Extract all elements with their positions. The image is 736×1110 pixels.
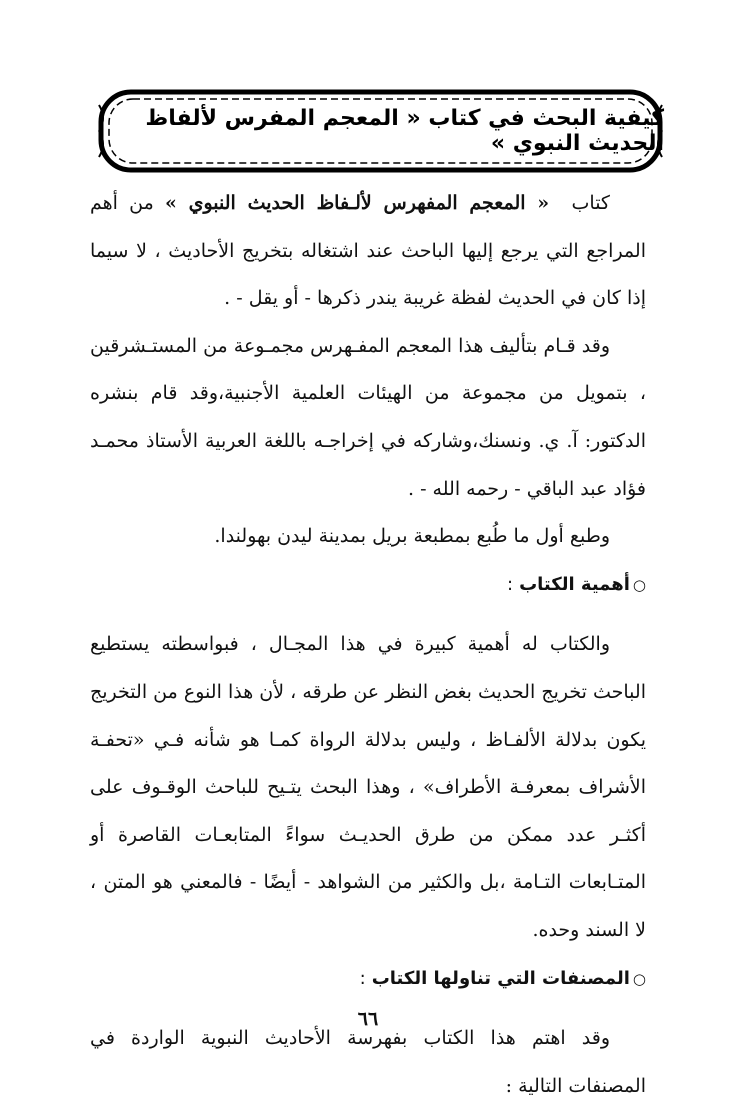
importance-paragraph: والكتاب له أهمية كبيرة في هذا المجـال ، فبواسطته يستطيع الباحث تخريج الحديث بغض النظر عن طرقه ، لأن هذا النوع من التخريج يكون بدلالة الألفـاظ ، وليس بدلالة الرواة كمـا هو شأنه فـي «تحفـة الأشراف بمعرفـة الأطراف» ، وهذا البحث يتـيح للباحث الوقـوف على أكثـر عدد ممكن من طرق الحديـث سواءً المتابعـات القاصرة أو المتـابعات التـامة ،بل والكثير من الشواهد - أيضًا - فالمعني هو المتن ، لا السند وحده. <box>90 633 646 941</box>
works-paragraph: وقد اهتم هذا الكتاب بفهرسة الأحاديث النبوية الواردة في المصنفات التالية : <box>90 1027 646 1097</box>
works-heading <box>90 955 646 1004</box>
importance-heading-text: أهمية الكتاب <box>519 573 630 595</box>
authors-paragraph: وقد قـام بتأليف هذا المعجم المفـهرس مجمـوعة من المستـشرقين ، بتمويل من مجموعة من الهيئات العلمية الأجنبية،وقد قام بنشره الدكتور: آ. ي. ونسنك،وشاركه في إخراجـه باللغة العربية الأستاذ محمـد فؤاد عبد الباقي - رحمه الله - . <box>90 334 646 500</box>
intro-paragraph <box>90 180 646 323</box>
works-heading-colon: : <box>359 967 366 989</box>
intro-lead: كتاب <box>571 192 610 214</box>
book-name: « المعجم المفهرس لألـفاظ الحديث النبوي » <box>164 192 550 214</box>
importance-heading <box>90 561 646 610</box>
page-number: ٦٦ <box>357 1008 379 1030</box>
printing-paragraph: وطبع أول ما طُبع بمطبعة بريل بمدينة ليدن بهولندا. <box>214 525 610 548</box>
works-heading-text: المصنفات التي تناولها الكتاب <box>371 967 630 989</box>
ring-bullet-icon: ○ <box>632 575 646 594</box>
body-text <box>90 180 646 1110</box>
page-title: كيفية البحث في كتاب « المعجم المفرس لألفاظ الحديث النبوي » <box>145 106 664 156</box>
title-frame <box>97 88 664 174</box>
importance-heading-colon: : <box>506 573 514 595</box>
intro-rest: من أهم المراجع التي يرجع إليها الباحث عند اشتغاله بتخريج الأحاديث ، لا سيما إذا كان في الحديث لفظة غريبة يندر ذكرها - أو يقل - . <box>90 192 646 310</box>
ring-bullet-icon: ○ <box>632 969 646 988</box>
